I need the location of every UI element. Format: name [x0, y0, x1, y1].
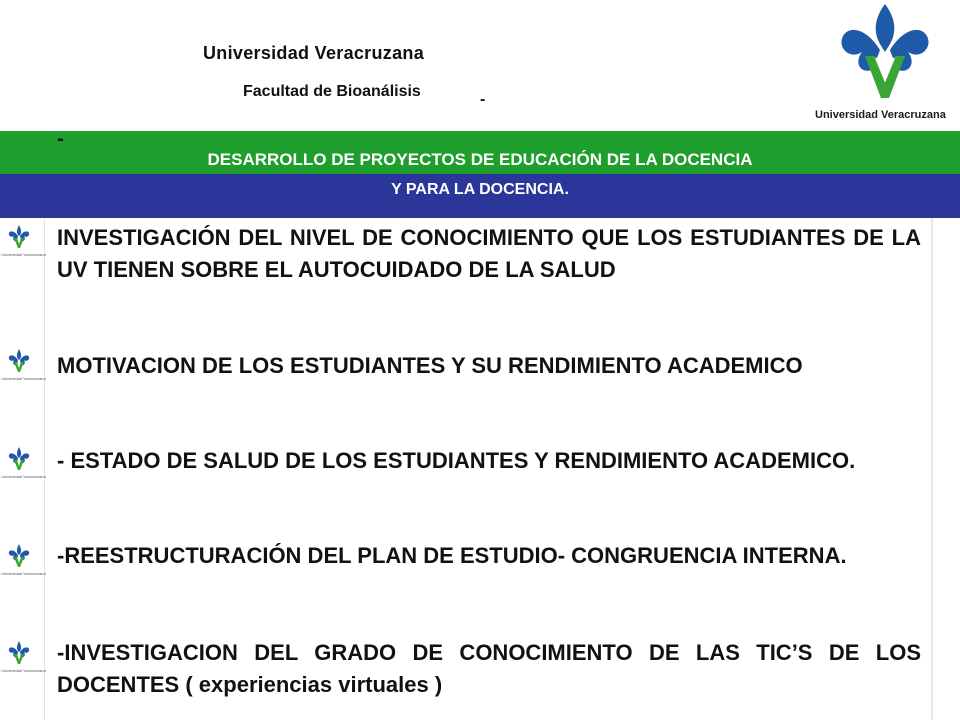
list-item-text-emphasis: experiencias virtuales [198, 672, 429, 697]
list-item: -REESTRUCTURACIÓN DEL PLAN DE ESTUDIO- CONGRUENCIA INTERNA. [57, 543, 847, 568]
flor-de-lis-bullet-icon [6, 348, 32, 374]
bullet-caption: Universidad Veracruzana [1, 474, 46, 479]
flor-de-lis-bullet-icon [6, 446, 32, 472]
flor-de-lis-bullet-icon [6, 640, 32, 666]
bullet-caption: Universidad Veracruzana [1, 376, 46, 381]
list-item: INVESTIGACIÓN DEL NIVEL DE CONOCIMIENTO QUE LOS ESTUDIANTES DE LA UV TIENEN SOBRE EL AUTOCUIDADO DE LA SALUD [57, 225, 921, 282]
bullet-caption: Universidad Veracruzana [1, 668, 46, 673]
flor-de-lis-bullet-icon [6, 543, 32, 569]
list-bullet [0, 348, 46, 388]
list-bullet [0, 543, 46, 583]
list-item: MOTIVACION DE LOS ESTUDIANTES Y SU RENDIMIENTO ACADEMICO [57, 353, 803, 378]
list-bullet [0, 446, 46, 486]
dash-mark: - [480, 91, 486, 108]
flor-de-lis-bullet-icon [6, 224, 32, 250]
list-item: - ESTADO DE SALUD DE LOS ESTUDIANTES Y RENDIMIENTO ACADEMICO. [57, 448, 856, 473]
list-item [57, 637, 921, 701]
university-name: Universidad Veracruzana [203, 43, 425, 63]
banner-title-line2: Y PARA LA DOCENCIA. [391, 181, 569, 198]
logo-text: Universidad Veracruzana [815, 109, 946, 121]
bullet-caption: Universidad Veracruzana [1, 571, 46, 576]
uv-logo [810, 0, 960, 128]
list-item-text-end: ) [428, 672, 443, 697]
flor-de-lis-logo-icon [810, 0, 960, 108]
dash-mark: - [57, 128, 64, 150]
list-bullet [0, 640, 46, 680]
banner-title-line1: DESARROLLO DE PROYECTOS DE EDUCACIÓN DE LA DOCENCIA [207, 150, 753, 169]
bullet-caption: Universidad Veracruzana [1, 252, 46, 257]
list-bullet [0, 224, 46, 264]
list-item-text: -INVESTIGACION DEL GRADO DE CONOCIMIENTO DE LAS TIC’S DE LOS DOCENTES ( [57, 640, 921, 697]
faculty-name: Facultad de Bioanálisis [243, 83, 421, 100]
